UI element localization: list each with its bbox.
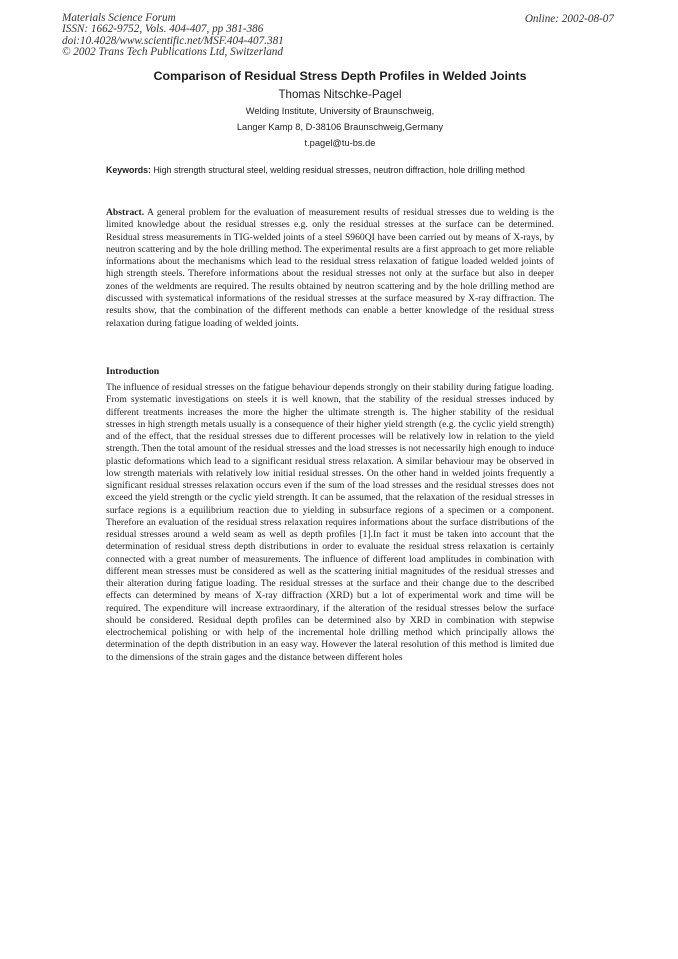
abstract-paragraph [106,207,554,330]
keywords-text: High strength structural steel, welding residual stresses, neutron diffraction, hole drilling method [153,165,525,175]
online-date: Online: 2002-08-07 [524,13,614,25]
introduction-text: The influence of residual stresses on the fatigue behaviour depends strongly on their stability during fatigue loading. From systematic investigations on steels it is well known, that the stability of the residual stresses induced by different treatments increases the more the higher the ultimate strength is. The higher stability of the residual stresses in high strength metals usually is a consequence of their higher yield strength (e.g. the cyclic yield strength) and of the effect, that the residual stresses due to different processes will be relatively low in relation to the yield strength. Then the total amount of the residual stresses and the load stresses is not necessarily high enough to induce plastic deformations which lead to a significant residual stress relaxation. A similar behaviour may be observed in low strength materials with relatively low initial residual stresses. On the other hand in welded joints frequently a significant residual stresses relaxation occurs even if the sum of the load stresses and the residual stresses does not exceed the yield strength or the cyclic yield strength. It can be assumed, that the relaxation of the residual stresses in surface regions is a equilibrium reaction due to yielding in subsurface regions of a specimen or a component. Therefore an evaluation of the residual stress relaxation requires informations about the surface distributions of the residual stresses around a weld seam as well as depth profiles [1].In fact it must be taken into account that the determination of residual stress depth distributions in order to evaluate the residual stress relaxation is certainly connected with a great number of measurements. The influence of different load amplitudes in combination with different mean stresses must be considered as well as the scattering initial magnitudes of the residual stresses and their alteration during fatigue loading. The residual stresses at the surface and their change due to the described effects can determined by means of X-ray diffraction (XRD) but a lot of experimental work and time will be required. The expenditure will increase extraordinary, if the alteration of the residual stresses below the surface should be considered. Residual depth profiles can be determined also by XRD in combination with stepwise electrochemical polishing or with help of the incremental hole drilling method which principally allows the determination of the depth distribution in an easy way. However the lateral resolution of this method is limited due to the dimensions of the strain gages and the distance between different holes [106,382,554,663]
keywords-paragraph [106,164,551,176]
affiliation-line-1: Welding Institute, University of Braunschweig, [245,106,435,116]
keywords-label: Keywords: [106,165,151,175]
title-block [60,68,620,151]
journal-copyright: © 2002 Trans Tech Publications Ltd, Switzerland [62,45,283,58]
journal-header [62,13,284,58]
affiliation-line-2: Langer Kamp 8, D-38106 Braunschweig,Germany [236,122,444,132]
paper-title: Comparison of Residual Stress Depth Profiles in Welded Joints [153,69,527,83]
abstract-label: Abstract. [106,207,145,218]
journal-name: Materials Science Forum [62,12,176,24]
paper-author: Thomas Nitschke-Pagel [278,88,402,101]
abstract-text: A general problem for the evaluation of measurement results of residual stresses due to welding is the limited knowledge about the residual stresses e.g. only the residual stresses at the surface can be determined. Residual stress measurements in TIG-welded joints of a steel S960QI have been carried out by means of X-rays, by neutron scattering and by the hole drilling method. The experimental results are a first approach to get more reliable informations about the mechanisms which lead to the residual stress relaxation of fatigue loaded welded joints of high strength steels. Therefore informations about the residual stresses not only at the surface but also in deeper zones of the weldments are required. The results obtained by neutron scattering and by the hole drilling method are discussed with systematical informations of the residual stresses at the surface measured by X-ray diffraction. The results show, that the combination of the different methods can enable a better knowledge of the residual stress relaxation during fatigue loading of welded joints. [106,207,554,329]
journal-issn: ISSN: 1662-9752, Vols. 404-407, pp 381-386 [62,23,264,36]
author-email[interactable]: t.pagel@tu-bs.de [304,138,376,148]
journal-doi[interactable]: doi:10.4028/www.scientific.net/MSF.404-407.381 [62,34,284,47]
introduction-heading: Introduction [106,366,160,377]
